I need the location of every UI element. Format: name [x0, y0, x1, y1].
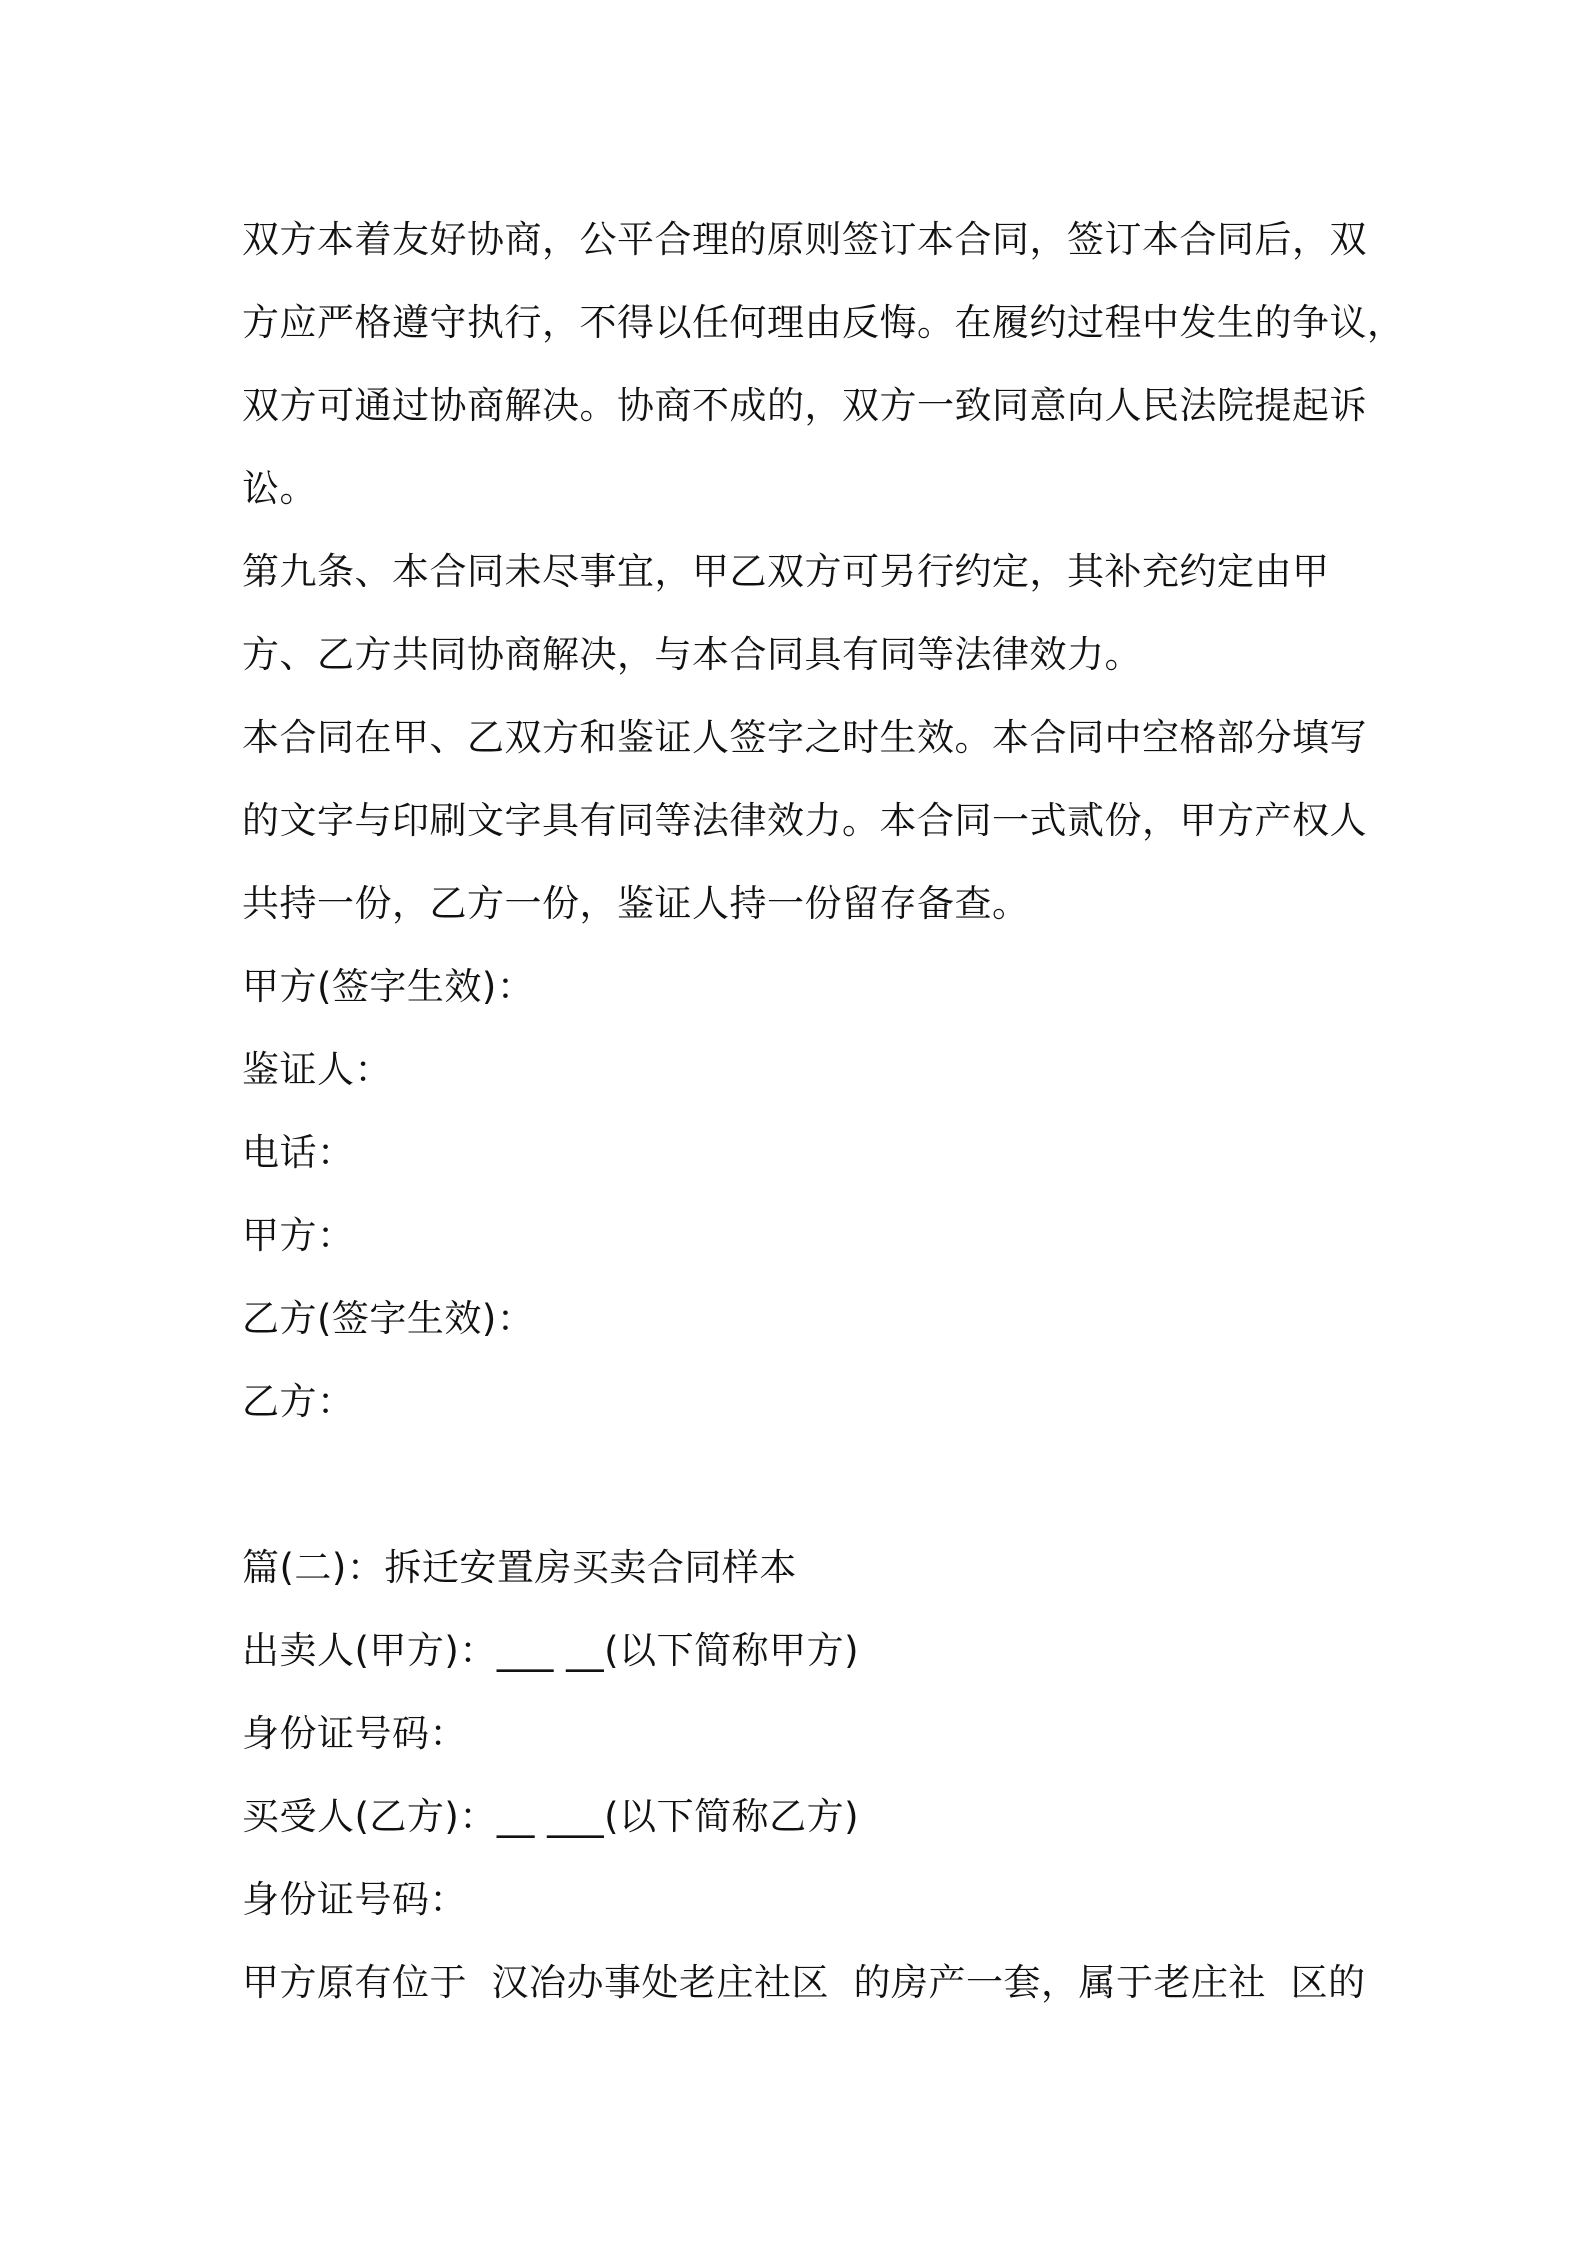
- party-b-signature-label: 乙方(签字生效)：: [242, 1297, 535, 1340]
- text-line: 甲方原有位于 汉冶办事处老庄社区 的房产一套，属于老庄社 区的: [242, 1961, 1366, 2004]
- phone-label: 电话：: [242, 1131, 355, 1174]
- text-line: 共持一份，乙方一份，鉴证人持一份留存备查。: [242, 882, 1030, 925]
- text-line: 双方可通过协商解决。协商不成的，双方一致同意向人民法院提起诉: [242, 384, 1367, 427]
- article-9-line: 第九条、本合同未尽事宜，甲乙双方可另行约定，其补充约定由甲: [242, 550, 1330, 593]
- party-a-label: 甲方：: [242, 1214, 355, 1257]
- seller-line: 出卖人(甲方)：___ __(以下简称甲方): [242, 1629, 860, 1672]
- buyer-id-label: 身份证号码：: [242, 1878, 467, 1921]
- seller-id-label: 身份证号码：: [242, 1712, 467, 1755]
- text-line: 讼。: [242, 467, 317, 510]
- section-spacer: [242, 1443, 1360, 1526]
- witness-label: 鉴证人：: [242, 1048, 392, 1091]
- section-heading: 篇(二)：拆迁安置房买卖合同样本: [242, 1546, 797, 1589]
- party-a-signature-label: 甲方(签字生效)：: [242, 965, 535, 1008]
- text-line: 双方本着友好协商，公平合理的原则签订本合同，签订本合同后，双: [242, 218, 1367, 261]
- text-line: 本合同在甲、乙双方和鉴证人签字之时生效。本合同中空格部分填写: [242, 716, 1367, 759]
- buyer-line: 买受人(乙方)：__ ___(以下简称乙方): [242, 1795, 860, 1838]
- party-b-label: 乙方：: [242, 1380, 355, 1423]
- text-line: 方应严格遵守执行，不得以任何理由反悔。在履约过程中发生的争议，: [242, 301, 1405, 344]
- document-body: [242, 198, 1405, 2024]
- text-line: 方、乙方共同协商解决，与本合同具有同等法律效力。: [242, 633, 1142, 676]
- text-line: 的文字与印刷文字具有同等法律效力。本合同一式贰份，甲方产权人: [242, 799, 1367, 842]
